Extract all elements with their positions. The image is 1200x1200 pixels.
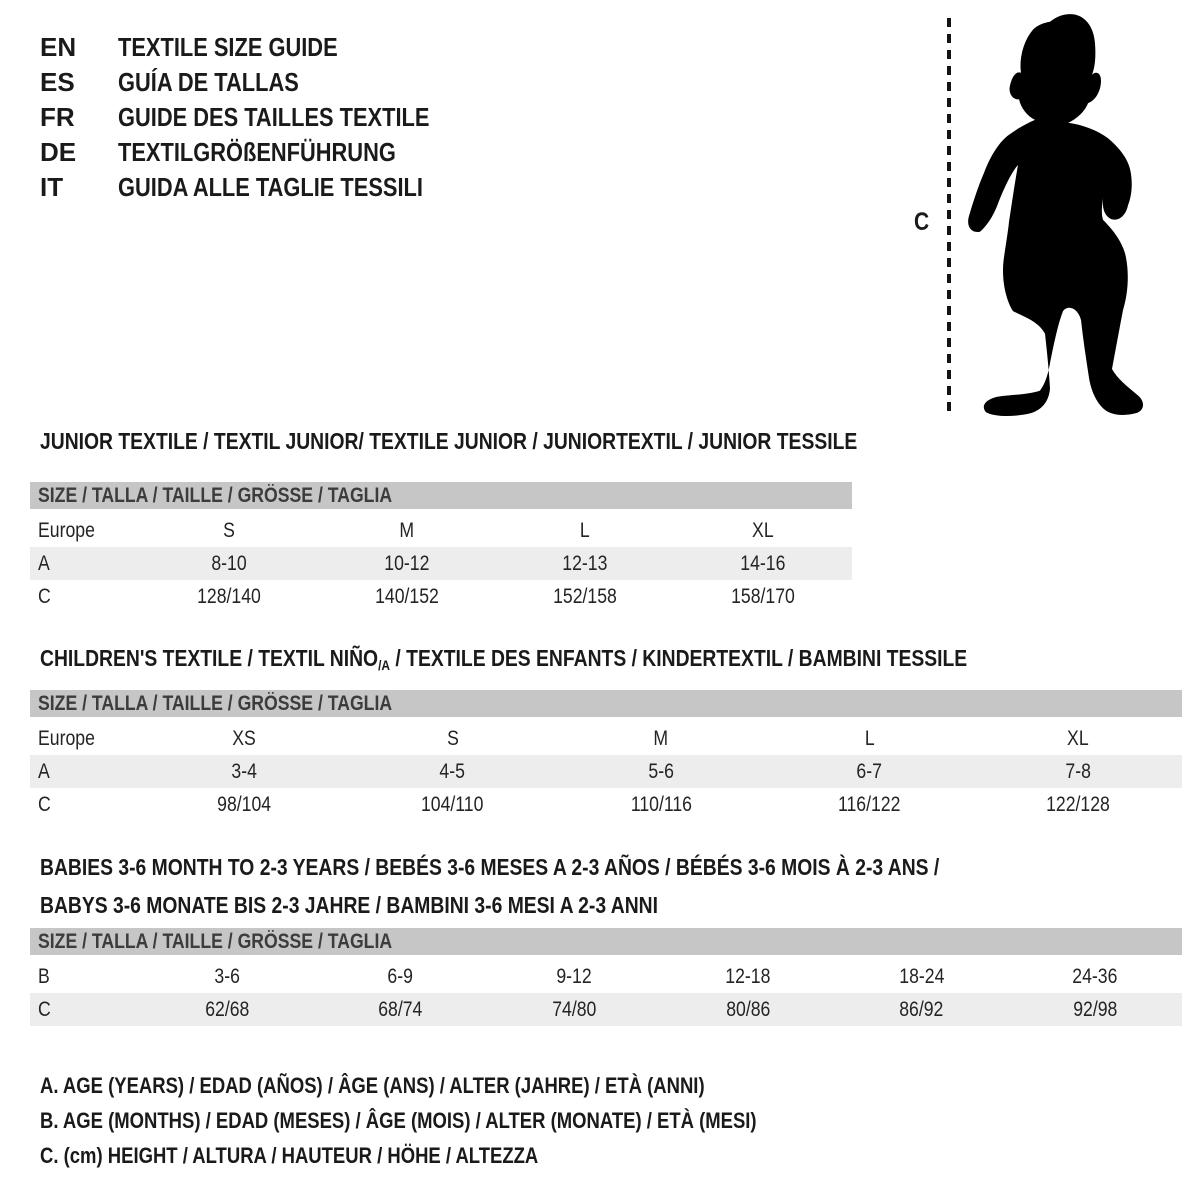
babies-size-table — [30, 928, 1182, 1026]
height-dashed-line — [944, 16, 954, 418]
cell: 92/98 — [1073, 997, 1118, 1021]
cell: 5-6 — [648, 759, 674, 783]
cell: 98/104 — [217, 792, 272, 816]
table-row — [30, 580, 852, 613]
language-row-de — [40, 135, 489, 170]
cell: 6-7 — [856, 759, 883, 783]
row-label: Europe — [38, 518, 95, 542]
language-row-en — [40, 30, 489, 65]
cell: 12-13 — [562, 551, 608, 575]
table-row — [30, 788, 1182, 821]
cell: S — [446, 726, 459, 750]
language-guide-title: GUIDA ALLE TAGLIE TESSILI — [118, 172, 423, 202]
cell: 62/68 — [204, 997, 249, 1021]
cell: 14-16 — [740, 551, 786, 575]
cell: XL — [1067, 726, 1089, 750]
children-section-title — [40, 645, 1144, 679]
language-guide-title: TEXTILGRÖßENFÜHRUNG — [118, 137, 396, 167]
language-row-fr — [40, 100, 489, 135]
table-row — [30, 547, 852, 580]
cell: 8-10 — [211, 551, 247, 575]
language-guide-title: TEXTILE SIZE GUIDE — [118, 32, 338, 62]
legend-line-a: A. AGE (YEARS) / EDAD (AÑOS) / ÂGE (ANS) / ALTER (JAHRE) / ETÀ (ANNI) — [40, 1073, 705, 1098]
junior-size-table — [30, 482, 852, 613]
row-label: C — [38, 792, 51, 816]
size-header-bar — [30, 690, 1182, 717]
cell: 122/128 — [1045, 792, 1110, 816]
cell: 4-5 — [439, 759, 466, 783]
height-label — [914, 208, 932, 237]
babies-section-title — [40, 848, 1111, 924]
children-size-table — [30, 690, 1182, 821]
table-row — [30, 960, 1182, 993]
language-code: FR — [40, 102, 75, 132]
cell: 9-12 — [556, 964, 592, 988]
cell: M — [653, 726, 669, 750]
legend-line-b: B. AGE (MONTHS) / EDAD (MESES) / ÂGE (MOIS) / ALTER (MONATE) / ETÀ (MESI) — [40, 1108, 757, 1133]
cell: L — [864, 726, 875, 750]
language-row-es — [40, 65, 489, 100]
row-label: A — [38, 759, 50, 783]
cell: 128/140 — [197, 584, 261, 608]
cell: 12-18 — [725, 964, 771, 988]
junior-section-title — [40, 428, 1013, 454]
row-label: Europe — [38, 726, 95, 750]
cell: XL — [752, 518, 774, 542]
cell: 152/158 — [553, 584, 617, 608]
height-label-text: C — [914, 208, 930, 236]
cell: 74/80 — [552, 997, 597, 1021]
size-header-label: SIZE / TALLA / TAILLE / GRÖSSE / TAGLIA — [38, 484, 393, 507]
row-label: C — [38, 997, 51, 1021]
cell: 3-4 — [231, 759, 257, 783]
cell: XS — [232, 726, 256, 750]
language-row-it — [40, 170, 489, 205]
cell: 10-12 — [384, 551, 430, 575]
baby-silhouette-icon — [955, 10, 1200, 422]
table-row — [30, 755, 1182, 788]
language-code: IT — [40, 172, 64, 202]
size-header-bar — [30, 482, 852, 509]
row-label: B — [38, 964, 50, 988]
table-row — [30, 514, 852, 547]
cell: 140/152 — [375, 584, 439, 608]
cell: 80/86 — [725, 997, 770, 1021]
table-row — [30, 722, 1182, 755]
language-guide-title: GUIDE DES TAILLES TEXTILE — [118, 102, 430, 132]
cell: 7-8 — [1065, 759, 1091, 783]
row-label: A — [38, 551, 50, 575]
babies-title-line2: BABYS 3-6 MONATE BIS 2-3 JAHRE / BAMBINI 3-6 MESI A 2-3 ANNI — [40, 892, 658, 918]
legend-line-c: C. (cm) HEIGHT / ALTURA / HAUTEUR / HÖHE / ALTEZZA — [40, 1143, 539, 1168]
cell: S — [223, 518, 235, 542]
cell: 158/170 — [731, 584, 795, 608]
cell: 24-36 — [1072, 964, 1118, 988]
size-header-label: SIZE / TALLA / TAILLE / GRÖSSE / TAGLIA — [38, 930, 393, 953]
cell: 116/122 — [838, 792, 901, 816]
language-code: DE — [40, 137, 77, 167]
table-row — [30, 993, 1182, 1026]
cell: 18-24 — [898, 964, 945, 988]
junior-section-title-text: JUNIOR TEXTILE / TEXTIL JUNIOR/ TEXTILE JUNIOR / JUNIORTEXTIL / JUNIOR TESSILE — [40, 428, 858, 454]
size-header-bar — [30, 928, 1182, 955]
cell: 110/116 — [630, 792, 692, 816]
cell: 68/74 — [378, 997, 423, 1021]
children-section-title-text: CHILDREN'S TEXTILE / TEXTIL $NIÑO_{/A}$ / TEXTILE DES ENFANTS / KINDERTEXTIL / BAMBINI TESSILE — [40, 645, 968, 674]
cell: 3-6 — [214, 964, 240, 988]
language-code: ES — [40, 67, 75, 97]
nino-a-subscript: /A — [378, 657, 391, 674]
cell: 104/110 — [421, 792, 484, 816]
cell: 86/92 — [899, 997, 944, 1021]
row-label: C — [38, 584, 51, 608]
cell: 6-9 — [387, 964, 414, 988]
language-code: EN — [40, 32, 77, 62]
language-guide-title: GUÍA DE TALLAS — [118, 67, 299, 97]
babies-title-line1: BABIES 3-6 MONTH TO 2-3 YEARS / BEBÉS 3-6 MESES A 2-3 AÑOS / BÉBÉS 3-6 MOIS À 2-3 ANS / — [40, 854, 940, 880]
language-title-list — [40, 30, 489, 205]
cell: L — [580, 518, 590, 542]
cell: M — [399, 518, 415, 542]
size-header-label: SIZE / TALLA / TAILLE / GRÖSSE / TAGLIA — [38, 692, 393, 715]
measure-legend — [40, 1068, 893, 1173]
